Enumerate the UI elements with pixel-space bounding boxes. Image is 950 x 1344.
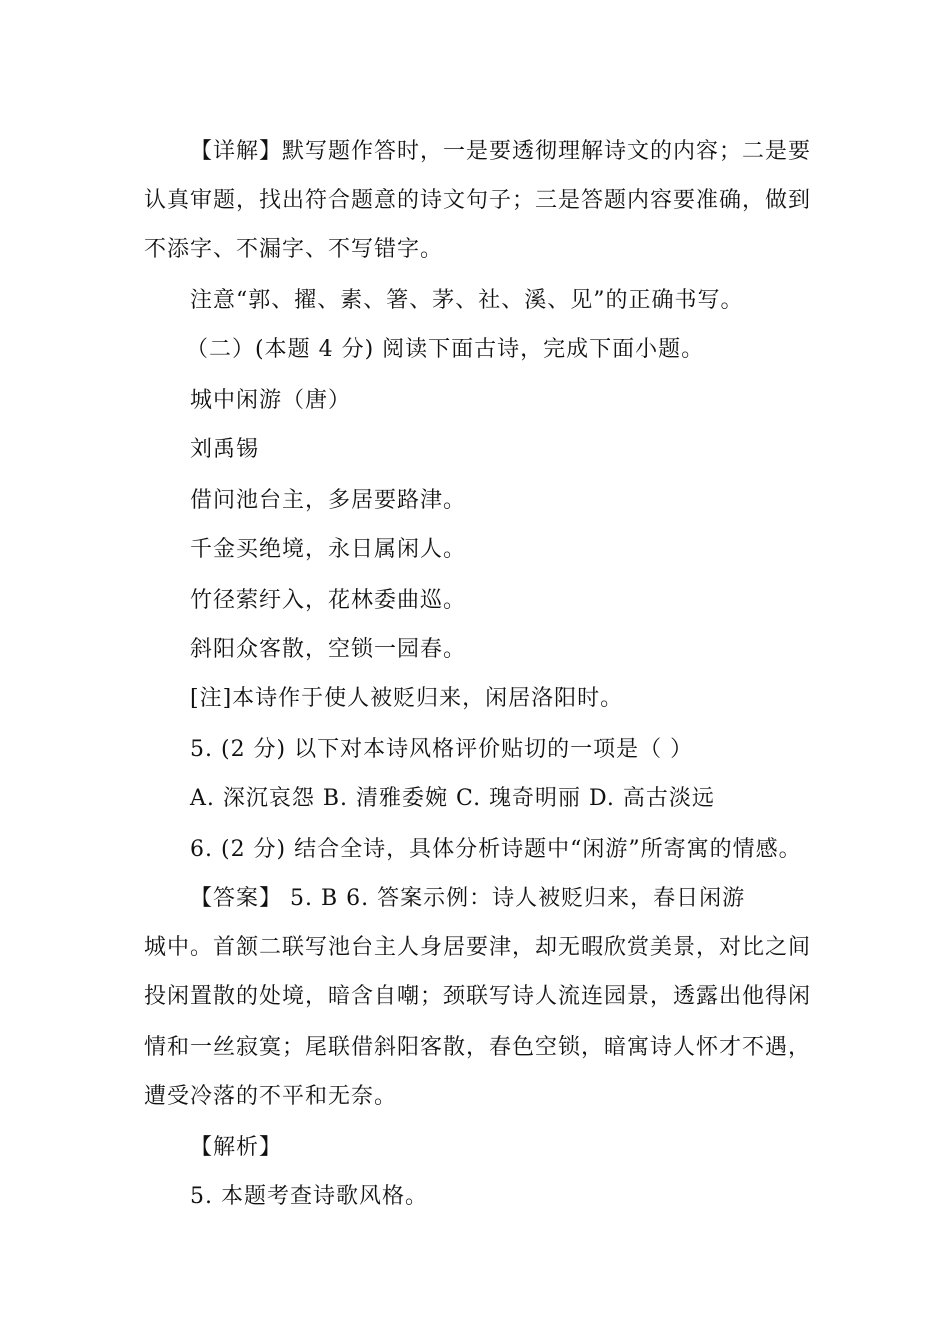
poem-line-2: 千金买绝境，永日属闲人。 (190, 537, 467, 562)
explanation-line-2: 认真审题，找出符合题意的诗文句子；三是答题内容要准确，做到 (144, 188, 812, 213)
answer-line-1: 【答案】 5. B 6. 答案示例：诗人被贬归来，春日闲游 (190, 886, 746, 911)
answer-line-3: 投闲置散的处境，暗含自嘲；颈联写诗人流连园景，透露出他得闲 (144, 984, 812, 1009)
analysis-line-1: 5. 本题考查诗歌风格。 (190, 1184, 428, 1209)
poem-title: 城中闲游（唐） (190, 388, 352, 413)
question-5: 5. (2 分) 以下对本诗风格评价贴切的一项是（ ） (190, 737, 694, 762)
answer-line-5: 遭受冷落的不平和无奈。 (144, 1084, 398, 1109)
question-5-options: A. 深沉哀怨 B. 清雅委婉 C. 瑰奇明丽 D. 高古淡远 (190, 786, 715, 811)
explanation-line-3: 不添字、不漏字、不写错字。 (144, 237, 444, 262)
section-heading: （二）(本题 4 分) 阅读下面古诗，完成下面小题。 (186, 337, 705, 362)
poem-line-3: 竹径萦纡入，花林委曲巡。 (190, 588, 467, 613)
analysis-heading: 【解析】 (190, 1135, 283, 1160)
explanation-line-1: 【详解】默写题作答时，一是要透彻理解诗文的内容；二是要 (190, 139, 812, 164)
poem-annotation: [注]本诗作于使人被贬归来，闲居洛阳时。 (190, 686, 624, 711)
poem-line-4: 斜阳众客散，空锁一园春。 (190, 637, 467, 662)
writing-note: 注意“郭、擢、素、箸、茅、社、溪、见”的正确书写。 (190, 288, 744, 313)
poem-line-1: 借问池台主，多居要路津。 (190, 488, 467, 513)
answer-line-4: 情和一丝寂寞；尾联借斜阳客散，春色空锁，暗寓诗人怀才不遇， (144, 1035, 812, 1060)
question-6: 6. (2 分) 结合全诗，具体分析诗题中“闲游”所寄寓的情感。 (190, 837, 802, 862)
poem-author: 刘禹锡 (190, 437, 260, 462)
answer-line-2: 城中。首颔二联写池台主人身居要津，却无暇欣赏美景，对比之间 (144, 935, 812, 960)
